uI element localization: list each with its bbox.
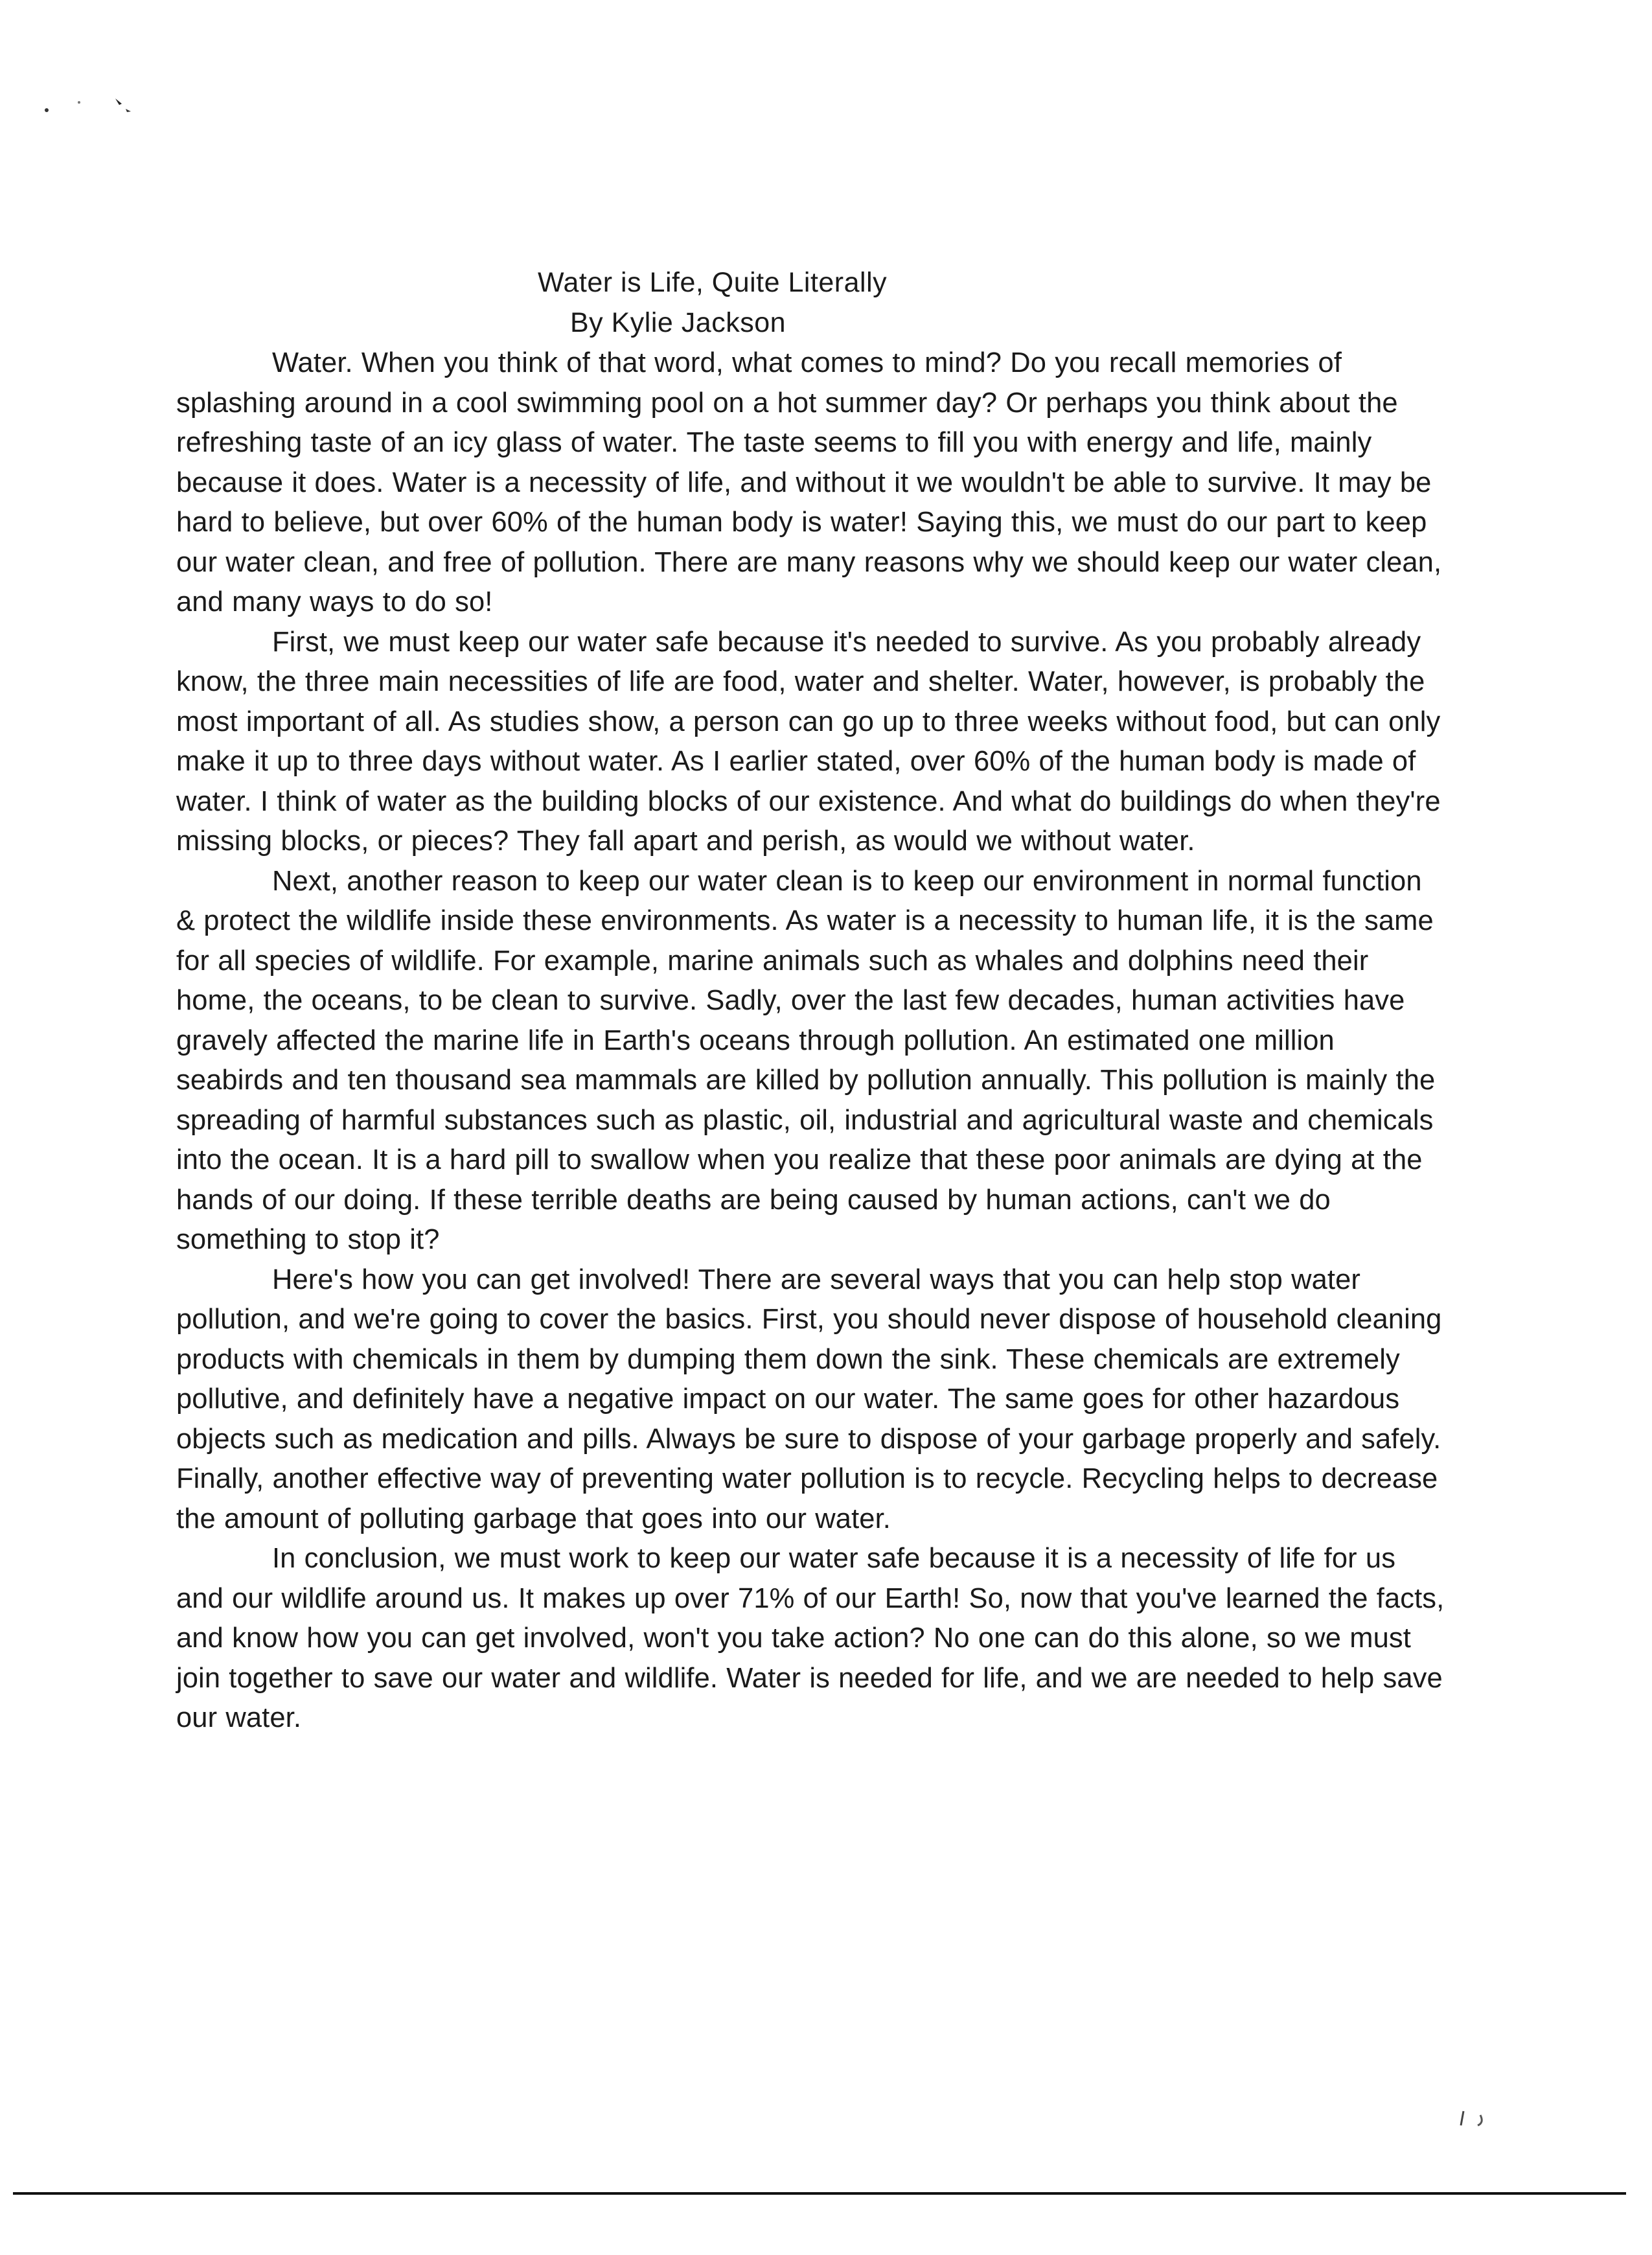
essay-body [176, 343, 1446, 1739]
paragraph-wildlife: Next, another reason to keep our water clean is to keep our environment in normal function & protect the wildlife inside these environments. As water is a necessity to human life, it is the same for all species of wildlife. For example, marine animals such as whales and dolphins need their home, the oceans, to be clean to survive. Sadly, over the last few decades, human activities have gravely affected the marine life in Earth's oceans through pollution. An estimated one million seabirds and ten thousand sea mammals are killed by pollution annually. This pollution is mainly the spreading of harmful substances such as plastic, oil, industrial and agricultural waste and chemicals into the ocean. It is a hard pill to swallow when you realize that these poor animals are dying at the hands of our doing. If these terrible deaths are being caused by human actions, can't we do something to stop it? [176, 865, 1436, 1255]
scan-speck [45, 108, 49, 112]
scan-bottom-rule [13, 2191, 1626, 2195]
paragraph-conclusion: In conclusion, we must work to keep our water safe because it is a necessity of life for us and our wildlife around us. It makes up over 71% of our Earth! So, now that you've learned the facts, and know how you can get involved, won't you take action? No one can do this alone, so we must join together to save our water and wildlife. Water is needed for life, and we are needed to help save our water. [176, 1543, 1445, 1733]
paragraph-get-involved: Here's how you can get involved! There are several ways that you can help stop water pollution, and we're going to cover the basics. First, you should never dispose of household cleaning products with chemicals in them by dumping them down the sink. These chemicals are extremely pollutive, and definitely have a negative impact on our water. The same goes for other hazardous objects such as medication and pills. Always be sure to dispose of your garbage properly and safely. Finally, another effective way of preventing water pollution is to recycle. Recycling helps to decrease the amount of polluting garbage that goes into our water. [176, 1264, 1442, 1534]
scan-speck [126, 109, 131, 112]
scan-speck-marks [39, 91, 143, 123]
essay-header [175, 262, 1425, 343]
scan-speck [115, 98, 122, 105]
handwritten-page-mark [1454, 2106, 1493, 2132]
paragraph-survival: First, we must keep our water safe because it's needed to survive. As you probably already know, the three main necessities of life are food, water and shelter. Water, however, is probably the most important of all. As studies show, a person can go up to three weeks without food, but can only make it up to three days without water. As I earlier stated, over 60% of the human body is made of water. I think of water as the building blocks of our existence. And what do buildings do when they're missing blocks, or pieces? They fall apart and perish, as would we without water. [176, 626, 1441, 857]
essay-title: Water is Life, Quite Literally [538, 267, 888, 298]
paragraph-introduction: Water. When you think of that word, what comes to mind? Do you recall memories of splashing around in a cool swimming pool on a hot summer day? Or perhaps you think about the refreshing taste of an icy glass of water. The taste seems to fill you with energy and life, mainly because it does. Water is a necessity of life, and without it we wouldn't be able to survive. It may be hard to believe, but over 60% of the human body is water! Saying this, we must do our part to keep our water clean, and free of pollution. There are many reasons why we should keep our water clean, and many ways to do so! [176, 347, 1442, 618]
essay-byline: By Kylie Jackson [570, 307, 786, 338]
scan-speck [78, 101, 80, 104]
